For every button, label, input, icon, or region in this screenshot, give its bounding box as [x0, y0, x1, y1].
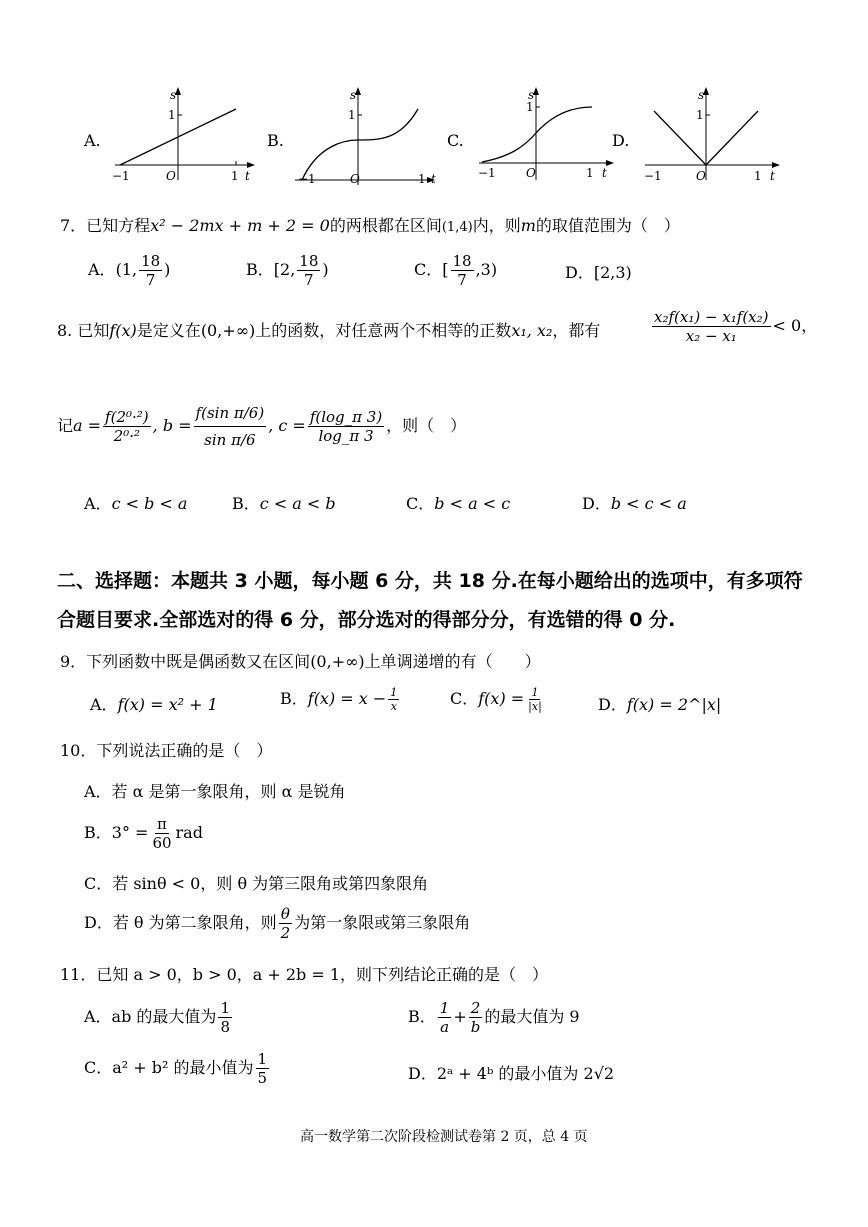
q9-stem-a: 9．下列函数中既是偶函数又在区间 — [60, 652, 311, 671]
q6-a-pos: 1 — [231, 169, 239, 183]
q6-c-curve — [482, 107, 592, 162]
q7-b-right: ) — [322, 260, 329, 279]
q10-option-a: A．若 α 是第一象限角，则 α 是锐角 — [84, 782, 346, 801]
q6-c-s: s — [528, 88, 535, 102]
q10-option-c: C．若 sinθ < 0，则 θ 为第三限角或第四象限角 — [84, 874, 429, 893]
q6-c-pos: 1 — [586, 166, 594, 180]
q8-tail: ，则（ ） — [386, 416, 467, 435]
q7-c-den: 7 — [457, 271, 467, 289]
q6-a-neg: −1 — [112, 169, 130, 183]
q6-b-neg: −1 — [298, 172, 316, 185]
q8-ineq-den: x₂ − x₁ — [685, 327, 737, 345]
q7-equation: x² − 2mx + m + 2 = 0 — [150, 216, 330, 235]
q8-inequality — [650, 308, 817, 345]
q7-a-right: ) — [164, 260, 171, 279]
q6-option-a-label: A. — [84, 131, 101, 150]
q9-interval: (0,+∞) — [310, 652, 365, 671]
q7-b-num: 18 — [299, 252, 319, 270]
q6-option-c-label: C. — [447, 131, 464, 150]
q8-option-b: B．c < a < b — [232, 494, 336, 513]
q9-option-a: A．f(x) = x² + 1 — [90, 695, 218, 714]
q8-domain: (0,+∞) — [200, 321, 256, 340]
q6-b-origin: O — [350, 172, 360, 185]
q6-d-origin: O — [696, 169, 706, 183]
q9-stem-b: 上单调递增的有（ ） — [364, 652, 541, 671]
q6-a-origin: O — [166, 169, 176, 183]
q6-a-one: 1 — [168, 108, 176, 122]
q11-option-b: B． $\frac{1}{a}$ + $\frac{2}{b}$ 的最大值为 9 — [408, 999, 580, 1036]
section2-line2: 合题目要求.全部选对的得 6 分，部分选对的得部分分，有选错的得 0 分. — [57, 609, 676, 631]
q8-ji: 记 — [57, 416, 74, 435]
q7-c-num: 18 — [452, 252, 472, 270]
q7-a-den: 7 — [145, 271, 156, 289]
q8-b-lhs: , b = — [152, 416, 192, 435]
q6-b-curve — [302, 109, 418, 180]
q11-stem: 11．已知 a > 0，b > 0，a + 2b = 1，则下列结论正确的是（ ） — [60, 965, 549, 984]
q6-b-t: t — [431, 172, 436, 185]
q6-b-pos: 1 — [418, 172, 426, 185]
q7-b-label: B． — [246, 260, 274, 279]
q8-option-a: A．c < b < a — [84, 494, 188, 513]
q7-c-right: ,3) — [475, 260, 498, 279]
q6-graph-a — [110, 85, 260, 185]
q8-a-num: f(2⁰·²) — [105, 408, 149, 426]
q6-graph-b — [290, 85, 440, 185]
q9-option-d: D．f(x) = 2^|x| — [598, 695, 722, 714]
q11-option-c: C．a² + b² 的最小值为 $\frac{1}{5}$ — [84, 1050, 268, 1087]
q9-option-c: C．f(x) = $\frac{1}{|x|}$ — [450, 686, 542, 713]
q8-ineq-num: x₂f(x₁) − x₁f(x₂) — [654, 308, 769, 326]
q7-stem-a: 7．已知方程 — [60, 216, 151, 235]
q10-stem: 10．下列说法正确的是（ ） — [60, 741, 273, 760]
q7-interval: (1,4) — [441, 220, 473, 235]
q8-stem-b: 是定义在 — [136, 321, 201, 340]
q8-ineq-right: < 0， — [772, 316, 818, 335]
q8-stem-c: 上的函数，对任意两个不相等的正数 — [255, 321, 512, 340]
q6-d-one: 1 — [696, 108, 704, 122]
q6-b-one: 1 — [348, 108, 356, 122]
q7-d-text: [2,3) — [593, 263, 632, 282]
q7-option-d — [565, 260, 632, 283]
q7-stem — [60, 213, 680, 236]
q7-b-left: [2, — [273, 260, 296, 279]
q8-stem-d: ，都有 — [552, 321, 601, 340]
q9-option-b: B．f(x) = x − $\frac{1}{x}$ — [280, 686, 398, 713]
q7-stem-b: 的两根都在区间 — [329, 216, 442, 235]
q7-stem-d: 的取值范围为（ ） — [535, 216, 680, 235]
q7-var: m — [520, 216, 536, 235]
q10-option-b: B．3° = $\frac{\pi}{60}$ rad — [84, 815, 203, 852]
q6-d-neg: −1 — [644, 169, 662, 183]
q7-b-den: 7 — [304, 271, 314, 289]
q8-option-d: D．b < c < a — [582, 494, 687, 513]
q10-option-d: D．若 θ 为第二象限角，则 $\frac{\theta}{2}$ 为第一象限或第三象限角 — [84, 905, 471, 942]
q6-d-s: s — [698, 88, 705, 102]
q6-a-s: s — [170, 88, 177, 102]
q7-c-left: [ — [442, 260, 449, 279]
q7-option-a — [88, 252, 170, 289]
q7-stem-c: 内，则 — [472, 216, 521, 235]
q8-c-lhs: , c = — [268, 416, 306, 435]
q6-graph-d — [640, 85, 790, 185]
q7-a-num: 18 — [141, 252, 161, 270]
q8-stem-a: 8. 已知 — [57, 321, 110, 340]
q7-option-c — [414, 252, 497, 289]
q8-b-den: sin π/6 — [204, 431, 256, 449]
q8-b-num: f(sin π/6) — [194, 400, 267, 427]
q6-option-b-label: B. — [267, 131, 284, 150]
section2-line1: 二、选择题：本题共 3 小题，每小题 6 分，共 18 分.在每小题给出的选项中，有多项符 — [57, 570, 803, 592]
q8-stem-line1 — [57, 318, 600, 341]
page-footer: 高一数学第二次阶段检测试卷第 2 页，总 4 页 — [300, 1129, 588, 1145]
q7-a-label: A． — [88, 260, 116, 279]
q6-d-right — [706, 111, 758, 165]
q8-option-c: C．b < a < c — [406, 494, 511, 513]
q6-graph-c — [474, 85, 624, 185]
q6-c-origin: O — [526, 166, 536, 180]
q6-c-neg: −1 — [478, 166, 496, 180]
q8-definitions — [57, 400, 466, 453]
q6-d-pos: 1 — [754, 169, 762, 183]
q11-option-a: A．ab 的最大值为 $\frac{1}{8}$ — [84, 999, 230, 1036]
q6-a-t: t — [245, 169, 250, 183]
q9-stem — [60, 649, 541, 672]
q6-c-t: t — [602, 166, 607, 180]
q8-vars: x₁, x₂ — [511, 321, 553, 340]
q6-c-one: 1 — [526, 100, 534, 114]
q7-option-b — [246, 252, 329, 289]
q8-c-den: log_π 3 — [318, 427, 374, 445]
q8-fx: f(x) — [109, 321, 137, 340]
q7-a-left: (1, — [115, 260, 138, 279]
q6-b-s: s — [350, 88, 357, 102]
q8-a-den: 2⁰·² — [113, 427, 141, 445]
q6-option-d-label: D. — [612, 131, 630, 150]
q7-c-label: C． — [414, 260, 443, 279]
q6-d-t: t — [770, 169, 775, 183]
q8-a-lhs: a = — [73, 416, 102, 435]
q11-option-d: D．2ᵃ + 4ᵇ 的最小值为 2√2 — [408, 1064, 615, 1083]
q7-d-label: D． — [565, 263, 594, 282]
q8-c-num: f(log_π 3) — [309, 408, 383, 426]
